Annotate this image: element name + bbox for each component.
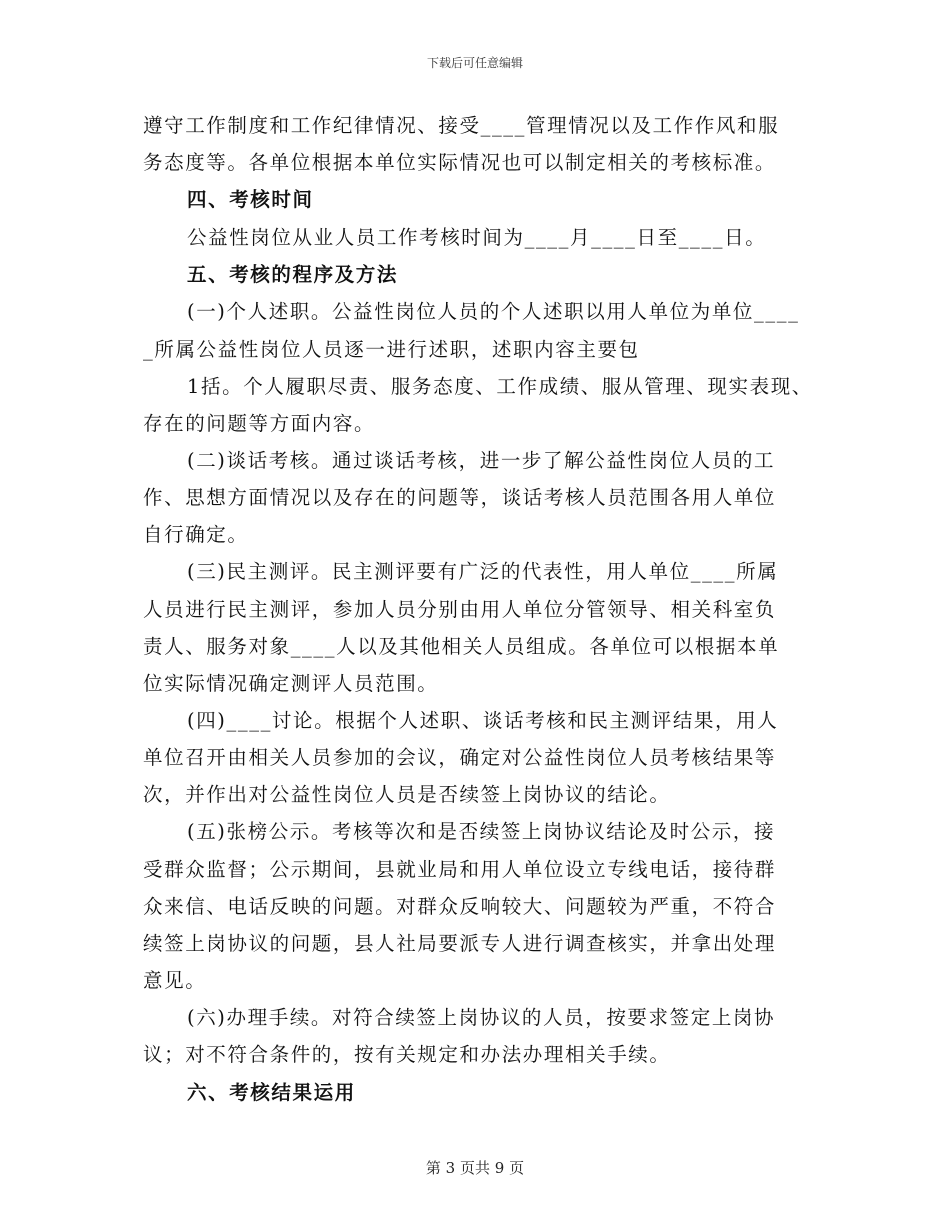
section-heading: 六、考核结果运用 [187,1081,356,1104]
body-line: 议；对不符合条件的，按有关规定和办法办理相关手续。 [143,1043,671,1066]
body-line: (四)____讨论。根据个人述职、谈话考核和民主测评结果，用人 [187,709,779,732]
body-line: 存在的问题等方面内容。 [143,412,376,435]
body-line: 遵守工作制度和工作纪律情况、接受____管理情况以及工作作风和服 [143,114,780,137]
body-line: 1括。个人履职尽责、服务态度、工作成绩、服从管理、现实表现、 [187,375,813,398]
body-line: 公益性岗位从业人员工作考核时间为____月____日至____日。 [187,226,767,249]
body-line: 次，并作出对公益性岗位人员是否续签上岗协议的结论。 [143,783,671,806]
body-line: 单位召开由相关人员参加的会议，确定对公益性岗位人员考核结果等 [143,746,777,769]
page-header: 下载后可任意编辑 [426,56,523,70]
body-line: 众来信、电话反映的问题。对群众反响较大、问题较为严重，不符合 [143,895,777,918]
section-heading: 五、考核的程序及方法 [187,263,399,286]
body-line: 自行确定。 [143,523,249,546]
body-line: 作、思想方面情况以及存在的问题等，谈话考核人员范围各用人单位 [143,486,777,509]
body-line: 人员进行民主测评，参加人员分别由用人单位分管领导、相关科室负 [143,598,777,621]
body-line: 受群众监督；公示期间，县就业局和用人单位设立专线电话，接待群 [143,858,777,881]
body-line: 务态度等。各单位根据本单位实际情况也可以制定相关的考核标准。 [143,151,777,174]
body-line: (一)个人述职。公益性岗位人员的个人述职以用人单位为单位____ [187,300,800,323]
body-line: 责人、服务对象____人以及其他相关人员组成。各单位可以根据本单 [143,635,780,658]
body-line: 续签上岗协议的问题，县人社局要派专人进行调查核实，并拿出处理 [143,932,777,955]
body-line: (六)办理手续。对符合续签上岗协议的人员，按要求签定上岗协 [187,1006,776,1029]
body-line: (三)民主测评。民主测评要有广泛的代表性，用人单位____所属 [187,560,779,583]
body-line: 位实际情况确定测评人员范围。 [143,672,439,695]
body-line: (五)张榜公示。考核等次和是否续签上岗协议结论及时公示，接 [187,820,776,843]
section-heading: 四、考核时间 [187,188,314,211]
page-footer: 第 3 页共 9 页 [425,1159,525,1177]
body-line: _所属公益性岗位人员逐一进行述职，述职内容主要包 [143,338,640,361]
body-line: (二)谈话考核。通过谈话考核，进一步了解公益性岗位人员的工 [187,449,776,472]
body-line: 意见。 [143,969,207,992]
